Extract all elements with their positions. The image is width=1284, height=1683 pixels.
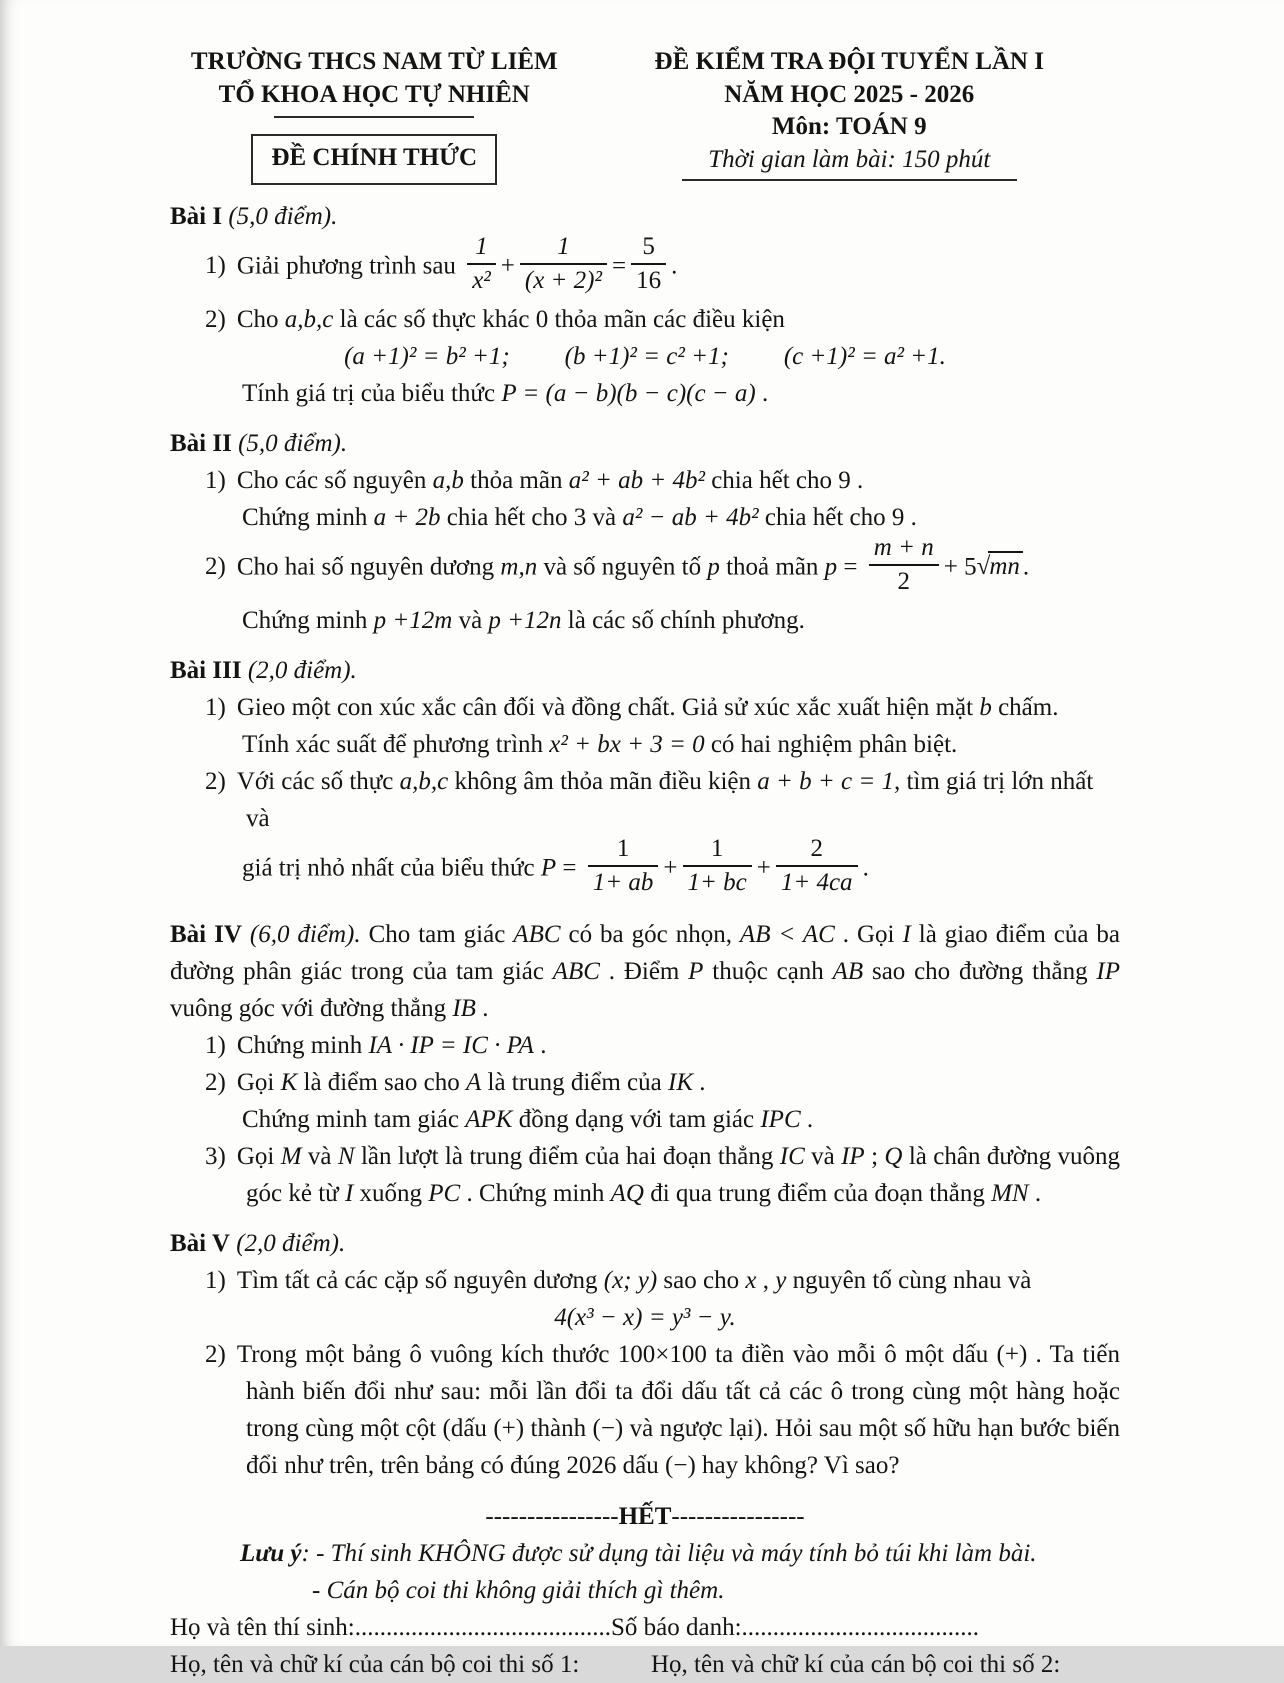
question-2-2-conclusion xyxy=(170,602,1120,639)
note-line-2 xyxy=(170,1572,1120,1609)
math-run: N xyxy=(337,1142,355,1170)
fraction-numerator: 5 xyxy=(642,232,655,260)
text-run: là các số thực khác 0 thỏa mãn các điều kiện xyxy=(333,305,785,333)
school-year: NĂM HỌC 2025 - 2026 xyxy=(724,80,975,108)
text-run: xuống xyxy=(353,1179,429,1207)
math-run: MN xyxy=(991,1179,1029,1207)
fraction xyxy=(520,233,607,295)
radicand: mn xyxy=(988,551,1023,580)
question-1-1 xyxy=(170,232,1120,301)
text-run: , xyxy=(756,1266,776,1294)
math-run: P = (a − b)(b − c)(c − a) xyxy=(501,379,756,407)
section-label: Bài I xyxy=(170,202,223,230)
fraction-numerator: m + n xyxy=(873,533,934,561)
text-run: Chứng minh xyxy=(242,503,374,531)
text-run: giá trị nhỏ nhất của biểu thức xyxy=(242,854,541,882)
math-run: I xyxy=(902,920,911,948)
text-run: và xyxy=(452,606,489,634)
question-number: 1) xyxy=(205,466,226,494)
operator: = xyxy=(612,252,627,280)
text-run: . xyxy=(533,1031,547,1059)
math-run: IP xyxy=(841,1142,865,1170)
question-5-1-equation xyxy=(170,1299,1120,1336)
section-bai-1 xyxy=(170,198,1120,412)
text-run: . xyxy=(475,994,489,1022)
question-number: 1) xyxy=(205,1031,226,1059)
question-number: 2) xyxy=(205,305,226,333)
fraction-numerator: 2 xyxy=(810,834,823,862)
note-text: : - Thí sinh KHÔNG được sử dụng tài liệu và máy tính bỏ túi khi làm bài. xyxy=(301,1539,1037,1567)
section-label: Bài III xyxy=(170,656,242,684)
text-run: và số nguyên tố xyxy=(537,553,708,581)
math-run: a² − ab + 4b² xyxy=(622,503,759,531)
question-5-1 xyxy=(170,1262,1120,1299)
question-4-3 xyxy=(170,1138,1120,1212)
question-2-1-conclusion xyxy=(170,499,1120,536)
text-run: Chứng minh xyxy=(236,1031,369,1059)
header-right xyxy=(579,46,1121,185)
text-run: = xyxy=(837,553,864,581)
math-run: AB < AC xyxy=(739,920,835,948)
fraction xyxy=(776,835,858,897)
text-run: Gọi xyxy=(236,1068,281,1096)
operator: + xyxy=(500,252,515,280)
text-run: . Chứng minh xyxy=(460,1179,611,1207)
operator: + 5 xyxy=(943,553,977,581)
text-run: không âm thỏa mãn điều kiện xyxy=(448,767,758,795)
fraction-numerator: 1 xyxy=(557,232,570,260)
math-run: x xyxy=(745,1266,757,1294)
fraction-denominator: 2 xyxy=(869,564,939,596)
text-run: lần lượt là trung điểm của hai đoạn thẳng xyxy=(354,1142,780,1170)
question-number: 1) xyxy=(205,252,226,280)
text-run: và xyxy=(804,1142,842,1170)
math-run: p xyxy=(707,553,720,581)
math-run: y xyxy=(775,1266,787,1294)
question-number: 3) xyxy=(205,1142,226,1170)
text-run: Cho các số nguyên xyxy=(236,466,433,494)
text-run: thoả mãn xyxy=(719,553,825,581)
note-label: Lưu ý xyxy=(240,1539,302,1567)
text-run: . xyxy=(671,252,678,280)
text-run: chấm. xyxy=(991,693,1059,721)
math-run: a,b xyxy=(432,466,464,494)
text-run: . Gọi xyxy=(834,920,903,948)
math-run: a,b,c xyxy=(399,767,449,795)
question-1-2-conclusion xyxy=(170,375,1120,412)
math-run: a + b + c = 1, xyxy=(757,767,901,795)
proctor-2-label: Họ, tên và chữ kí của cán bộ coi thi số 2: xyxy=(651,1650,1061,1678)
section-points: (2,0 điểm). xyxy=(229,1229,346,1257)
section-label: Bài V xyxy=(170,1229,230,1257)
section-heading xyxy=(170,425,1120,462)
question-number: 2) xyxy=(205,553,226,581)
candidate-name-label: Họ và tên thí sinh: xyxy=(170,1613,355,1641)
text-run: Tính xác suất để phương trình xyxy=(242,730,550,758)
section-heading xyxy=(170,652,1120,689)
question-number: 2) xyxy=(205,1068,226,1096)
header-left xyxy=(170,46,579,185)
section-points: (6,0 điểm). xyxy=(241,920,361,948)
fraction-denominator: (x + 2)² xyxy=(520,263,607,295)
note-line-1 xyxy=(170,1535,1120,1572)
radical xyxy=(977,553,1023,580)
text-run: chia hết cho 3 và xyxy=(440,503,623,531)
fraction xyxy=(631,233,666,295)
end-dashes: ---------------- xyxy=(671,1502,805,1530)
math-run: a + 2b xyxy=(373,503,441,531)
math-run: AB xyxy=(832,957,864,985)
text-run: thỏa mãn xyxy=(463,466,569,494)
math-run: APK xyxy=(465,1105,513,1133)
math-run: ABC xyxy=(513,920,561,948)
question-number: 1) xyxy=(205,693,226,721)
fraction xyxy=(869,534,939,596)
header xyxy=(170,46,1120,185)
math-run: IA · IP = IC · PA xyxy=(368,1031,534,1059)
fraction-denominator: 1+ 4ca xyxy=(776,865,858,897)
text-run: là các số chính phương. xyxy=(561,606,805,634)
header-right-rule xyxy=(682,179,1017,181)
question-3-2-line2 xyxy=(170,834,1120,903)
text-run: . xyxy=(862,854,869,882)
math-run: IB xyxy=(452,994,476,1022)
question-2-1 xyxy=(170,462,1120,499)
dotted-line: ...................................... xyxy=(741,1613,980,1641)
official-stamp-box: ĐỀ CHÍNH THỨC xyxy=(251,134,497,185)
proctor-sign-line xyxy=(170,1646,1120,1683)
math-run: (c +1)² = a² +1. xyxy=(783,342,946,370)
math-run: ABC xyxy=(552,957,600,985)
math-run: IPC xyxy=(760,1105,801,1133)
section-points: (2,0 điểm). xyxy=(241,656,357,684)
fraction xyxy=(467,233,496,295)
fraction-denominator: x² xyxy=(467,263,496,295)
text-run: tìm giá trị lớn nhất và xyxy=(246,767,1094,832)
end-label: HẾT xyxy=(618,1502,672,1530)
math-run: a,b,c xyxy=(284,305,334,333)
math-run: IP xyxy=(1096,957,1121,985)
section-bai-2 xyxy=(170,425,1120,639)
proctor-1-label: Họ, tên và chữ kí của cán bộ coi thi số 1: xyxy=(170,1650,580,1678)
section-points: (5,0 điểm). xyxy=(222,202,338,230)
text-run: Cho hai số nguyên dương xyxy=(236,553,501,581)
dotted-line: ......................................... xyxy=(354,1613,611,1641)
text-run: thuộc cạnh xyxy=(703,957,833,985)
math-run: (b +1)² = c² +1; xyxy=(564,342,729,370)
math-run: IC xyxy=(779,1142,805,1170)
fraction xyxy=(683,835,752,897)
text-run: và xyxy=(301,1142,338,1170)
text-run: là chân đường vuông góc kẻ từ xyxy=(246,1142,1120,1207)
fraction-numerator: 1 xyxy=(616,834,630,862)
text-run: . xyxy=(1022,553,1030,581)
text-run: Cho tam giác xyxy=(360,920,514,948)
end-marker-line xyxy=(170,1498,1120,1535)
math-run: b xyxy=(979,693,992,721)
section-bai-5 xyxy=(170,1225,1120,1484)
question-3-1-line2 xyxy=(170,726,1120,763)
math-run: I xyxy=(344,1179,354,1207)
text-run: Trong một bảng ô vuông kích thước 100×100 ta điền vào mỗi ô một dấu (+) . Ta tiến hành biến đổi như sau: mỗi lần đổi ta đổi dấu tất cả các ô trong cùng một hàng hoặc trong cùng một cột (dấu (+) thành (−) và ngược lại). Hỏi sau một số hữu hạn bước biến đổi như trên, trên bảng có đúng 2026 dấu (−) hay không? Vì sao? xyxy=(236,1340,1120,1479)
radical-sign: √ xyxy=(976,553,991,581)
question-4-1 xyxy=(170,1027,1120,1064)
text-run: sao cho xyxy=(657,1266,746,1294)
math-run: m,n xyxy=(500,553,538,581)
text-run: Chứng minh xyxy=(242,606,374,634)
section-bai-4 xyxy=(170,916,1120,1212)
question-1-2 xyxy=(170,301,1120,338)
question-3-2 xyxy=(170,763,1120,837)
question-3-1 xyxy=(170,689,1120,726)
text-run: có ba góc nhọn, xyxy=(560,920,740,948)
text-run: đồng dạng với tam giác xyxy=(512,1105,761,1133)
operator: + xyxy=(756,854,771,882)
subject-line: Môn: TOÁN 9 xyxy=(771,113,927,140)
math-run: p +12m xyxy=(373,606,453,634)
duration-line: Thời gian làm bài: 150 phút xyxy=(708,145,991,173)
math-run: IK xyxy=(668,1068,693,1096)
section-heading xyxy=(170,1225,1120,1262)
text-run: . xyxy=(800,1105,814,1133)
text-run: Với các số thực xyxy=(236,767,400,795)
section-label: Bài II xyxy=(170,429,232,457)
section-bai-3 xyxy=(170,652,1120,903)
text-run: là điểm sao cho xyxy=(297,1068,466,1096)
math-run: a² + ab + 4b² xyxy=(568,466,705,494)
text-run: Gieo một con xúc xắc cân đối và đồng chất. Giả sử xúc xắc xuất hiện mặt xyxy=(236,693,980,721)
math-run: PC xyxy=(428,1179,461,1207)
section-label: Bài IV xyxy=(170,920,242,948)
question-5-2 xyxy=(170,1336,1120,1484)
math-run: 4(x³ − x) = y³ − y. xyxy=(554,1303,736,1331)
candidate-name-line xyxy=(170,1609,1120,1646)
math-run: M xyxy=(280,1142,302,1170)
department-name: TỔ KHOA HỌC TỰ NHIÊN xyxy=(218,80,530,108)
fraction xyxy=(588,835,659,897)
question-4-2-line2 xyxy=(170,1101,1120,1138)
text-run: . xyxy=(1028,1179,1042,1207)
text-run: vuông góc với đường thẳng xyxy=(170,994,453,1022)
question-4-2 xyxy=(170,1064,1120,1101)
text-run: sao cho đường thẳng xyxy=(863,957,1097,985)
math-run: Q xyxy=(884,1142,903,1170)
text-run: = xyxy=(556,854,583,882)
math-run: (a +1)² = b² +1; xyxy=(344,342,510,370)
question-number: 2) xyxy=(205,1340,226,1368)
text-run: . xyxy=(755,379,769,407)
math-run: A xyxy=(465,1068,482,1096)
math-run: p xyxy=(824,553,838,581)
text-run: nguyên tố cùng nhau và xyxy=(786,1266,1032,1294)
math-run: (x; y) xyxy=(603,1266,658,1294)
text-run: là giao điểm của ba đường phân giác trong của tam giác xyxy=(170,920,1121,985)
school-name: TRƯỜNG THCS NAM TỪ LIÊM xyxy=(190,48,558,75)
registration-number-label: Số báo danh: xyxy=(610,1613,742,1641)
text-run: Cho xyxy=(236,305,285,333)
section-heading-and-intro xyxy=(170,916,1120,1027)
text-run: Tính giá trị của biểu thức xyxy=(242,379,502,407)
question-2-2 xyxy=(170,533,1120,602)
note-text: - Cán bộ coi thi không giải thích gì thêm. xyxy=(312,1576,725,1604)
text-run: Gọi xyxy=(236,1142,281,1170)
fraction-numerator: 1 xyxy=(710,834,724,862)
fraction-denominator: 1+ ab xyxy=(588,865,659,897)
operator: + xyxy=(663,854,678,882)
fraction-numerator: 1 xyxy=(475,232,488,260)
conditions-equation xyxy=(170,338,1120,375)
question-number: 2) xyxy=(205,767,226,795)
section-heading xyxy=(170,198,1120,235)
text-run: chia hết cho 9 . xyxy=(758,503,917,531)
math-run: p +12n xyxy=(488,606,562,634)
text-run: chia hết cho 9 . xyxy=(704,466,864,494)
text-run: Chứng minh tam giác xyxy=(242,1105,466,1133)
exam-title: ĐỀ KIỂM TRA ĐỘI TUYỂN LẦN I xyxy=(654,48,1044,75)
text-run: đi qua trung điểm của đoạn thẳng xyxy=(643,1179,992,1207)
text-run: Tìm tất cả các cặp số nguyên dương xyxy=(236,1266,604,1294)
text-run: là trung điểm của xyxy=(481,1068,668,1096)
text-run: có hai nghiệm phân biệt. xyxy=(704,730,958,758)
text-run: . xyxy=(693,1068,706,1096)
section-points: (5,0 điểm). xyxy=(231,429,348,457)
text-run: . Điểm xyxy=(599,957,689,985)
math-run: P xyxy=(540,854,557,882)
question-number: 1) xyxy=(205,1266,226,1294)
text-run: Giải phương trình sau xyxy=(236,252,463,280)
fraction-denominator: 16 xyxy=(631,263,666,295)
math-run: K xyxy=(280,1068,298,1096)
fraction-denominator: 1+ bc xyxy=(683,865,752,897)
math-run: AQ xyxy=(610,1179,644,1207)
text-run: ; xyxy=(864,1142,885,1170)
math-run: x² + bx + 3 = 0 xyxy=(549,730,705,758)
math-run: P xyxy=(688,957,704,985)
end-dashes: ---------------- xyxy=(485,1502,619,1530)
